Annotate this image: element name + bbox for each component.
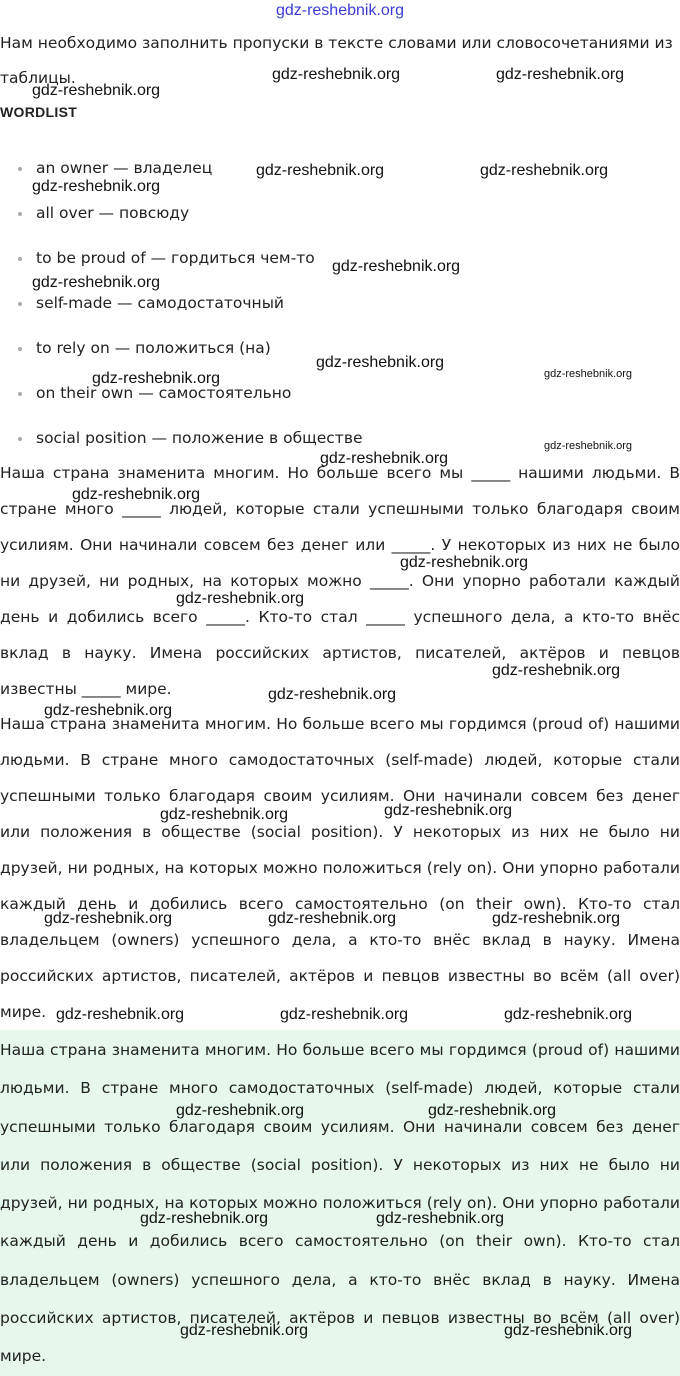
watermark: gdz-reshebnik.org [316,354,445,371]
watermark: gdz-reshebnik.org [32,274,161,291]
watermark: gdz-reshebnik.org [140,1210,269,1227]
watermark: gdz-reshebnik.org [44,910,173,927]
task-instruction: Нам необходимо заполнить пропуски в тексте словами или словосочетаниями из таблицы. [0,34,673,87]
wordlist-item: on their own — самостоятельно [0,379,363,424]
watermark: gdz-reshebnik.org [180,1322,309,1339]
watermark: gdz-reshebnik.org [376,1210,505,1227]
wordlist-item: all over — повсюду [0,199,363,244]
site-title[interactable]: gdz-reshebnik.org [275,2,405,19]
watermark: gdz-reshebnik.org [56,1006,185,1023]
watermark: gdz-reshebnik.org [492,662,621,679]
watermark: gdz-reshebnik.org [92,370,221,387]
watermark: gdz-reshebnik.org [384,802,513,819]
watermark: gdz-reshebnik.org [480,162,609,179]
wordlist-item: social position — положение в обществе [0,424,363,469]
watermark: gdz-reshebnik.org [256,162,385,179]
watermark: gdz-reshebnik.org [32,178,161,195]
watermark: gdz-reshebnik.org [176,1102,305,1119]
watermark: gdz-reshebnik.org [320,450,449,467]
watermark: gdz-reshebnik.org [400,554,529,571]
watermark: gdz-reshebnik.org [332,258,461,275]
watermark: gdz-reshebnik.org [32,82,161,99]
gap-fill-text: Наша страна знаменита многим. Но больше всего мы _____ нашими людьми. В стране много _____ людей, которые стали успешными только благодаря своим усилиям. Они начинали совсем без денег или _____. У некоторых из них не было ни друзей, ни родных, на которых можно _____. Они упорно работали каждый день и добились всего _____. Кто-то стал _____ успешного дела, а кто-то внёс вклад в науку. Имена российских артистов, писателей, актёров и певцов известны _____ мире. [0,464,680,698]
watermark: gdz-reshebnik.org [44,702,173,719]
watermark: gdz-reshebnik.org [504,1322,633,1339]
watermark: gdz-reshebnik.org [428,1102,557,1119]
wordlist-heading: WORDLIST [0,104,78,120]
watermark: gdz-reshebnik.org [544,368,633,380]
watermark: gdz-reshebnik.org [72,486,201,503]
watermark: gdz-reshebnik.org [160,806,289,823]
answer-highlighted-text: Наша страна знаменита многим. Но больше всего мы гордимся (proud of) нашими людьми. В стране много самодостаточных (self-made) людей, которые стали успешными только благодаря своим усилиям. Они начинали совсем без денег или положения в обществе (social position). У некоторых из них не было ни друзей, ни родных, на которых можно положиться (rely on). Они упорно работали каждый день и добились всего самостоятельно (on their own). Кто-то стал владельцем (owners) успешного дела, а кто-то внёс вклад в науку. Имена российских артистов, писателей, актёров и певцов известны во всём (all over) мире. [0,1041,680,1366]
watermark: gdz-reshebnik.org [176,590,305,607]
watermark: gdz-reshebnik.org [280,1006,409,1023]
wordlist-item: self-made — самодостаточный [0,289,363,334]
watermark: gdz-reshebnik.org [504,1006,633,1023]
watermark: gdz-reshebnik.org [272,66,401,83]
answer-text: Наша страна знаменита многим. Но больше всего мы гордимся (proud of) нашими людьми. В стране много самодостаточных (self-made) людей, которые стали успешными только благодаря своим усилиям. Они начинали совсем без денег или положения в обществе (social position). У некоторых из них не было ни друзей, ни родных, на которых можно положиться (rely on). Они упорно работали каждый день и добились всего самостоятельно (on their own). Кто-то стал владельцем (owners) успешного дела, а кто-то внёс вклад в науку. Имена российских артистов, писателей, актёров и певцов известны во всём (all over) мире. [0,715,680,1021]
watermark: gdz-reshebnik.org [544,440,633,452]
watermark: gdz-reshebnik.org [496,66,625,83]
watermark: gdz-reshebnik.org [268,686,397,703]
watermark: gdz-reshebnik.org [492,910,621,927]
wordlist-item: to be proud of — гордиться чем-то [0,244,363,289]
wordlist-item: an owner — владелец [0,154,363,199]
watermark: gdz-reshebnik.org [268,910,397,927]
wordlist [0,154,363,469]
wordlist-item: to rely on — положиться (на) [0,334,363,379]
